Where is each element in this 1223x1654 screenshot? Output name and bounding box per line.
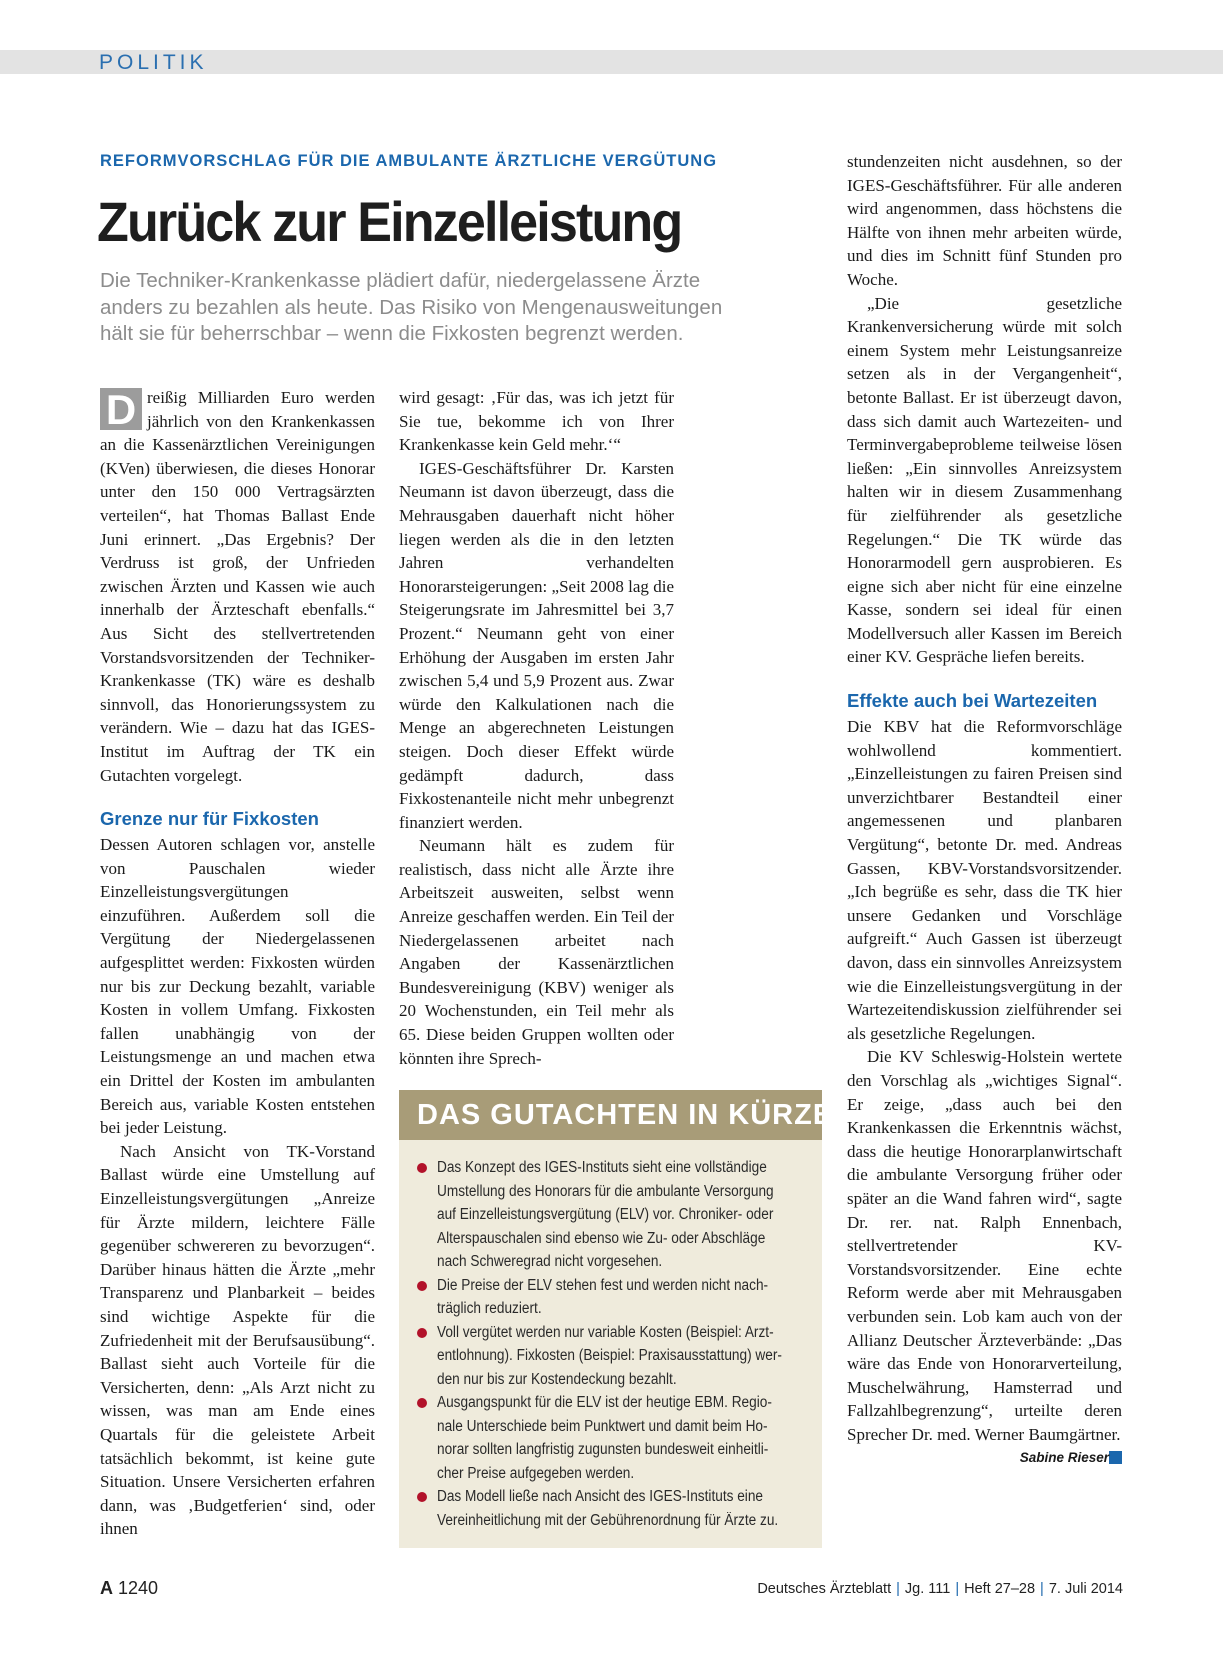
body-paragraph: „Die gesetzliche Krankenversicherung würde mit solch einem System mehr Leistungsanreize setzen als in der Vergangenheit“, betonte Ballast. Er ist überzeugt davon, dass sich damit auch Wartezeiten- und Terminvergabeprobleme teilweise lösen ließen: „Ein sinnvolles Anreizsystem halten wir in diesem Zusammenhang für zielführender als gesetzliche Regelungen.“ Die TK würde das Honorarmodell gern ausprobieren. Es eigne sich aber nicht für eine einzelne Kasse, sondern sei ideal für einen Modellversuch aller Kassen im Bereich einer KV. Gespräche liefen bereits. xyxy=(847,293,1122,667)
publication-name: Deutsches Ärzteblatt xyxy=(757,1581,892,1597)
body-paragraph: IGES-Geschäftsführer Dr. Karsten Neumann ist davon überzeugt, dass die Mehrausgaben dauerhaft nicht höher liegen werden als die in den letzten Jahren verhandelten Honorarsteigerungen: „Seit 2008 lag die Steigerungsrate im Jahresmittel bei 3,7 Prozent.“ Neumann geht von einer Erhöhung der Ausgaben im ersten Jahr zwischen 5,4 und 5,9 Prozent aus. Zwar würde den Kalkulationen nach die Menge an abgerechneten Leistungen steigen. Doch dieser Effekt würde gedämpft dadurch, dass Fixkostenanteile nicht mehr unbegrenzt finanziert werden. xyxy=(399,458,674,832)
summary-line: Umstellung des Honorars für die ambulante Versorgung xyxy=(437,1182,774,1200)
summary-line: träglich reduziert. xyxy=(437,1300,542,1317)
summary-item xyxy=(437,1321,812,1392)
summary-line: Ausgangspunkt für die ELV ist der heutige EBM. Regio- xyxy=(437,1394,772,1411)
summary-line: cher Preise aufgegeben werden. xyxy=(437,1464,635,1482)
body-paragraph: stundenzeiten nicht ausdehnen, so der IGES-Geschäftsführer. Für alle anderen wird angenommen, dass höchstens die Hälfte von ihnen mehr arbeiten würde, und dies im Schnitt fünf Stunden pro Woche. xyxy=(847,152,1122,289)
summary-line: Die Preise der ELV stehen fest und werden nicht nach- xyxy=(437,1276,769,1294)
summary-list xyxy=(399,1140,822,1532)
summary-item xyxy=(437,1485,812,1532)
summary-line: Das Modell ließe nach Ansicht des IGES-Instituts eine xyxy=(437,1488,764,1505)
summary-line: Alterspauschalen sind ebenso wie Zu- oder Abschläge xyxy=(437,1229,766,1247)
summary-line: Das Konzept des IGES-Instituts sieht eine vollständige xyxy=(437,1159,767,1176)
lead-line: hält sie für beherrschbar – wenn die Fixkosten begrenzt werden. xyxy=(100,322,684,345)
text-column-3 xyxy=(847,150,1122,1468)
body-paragraph xyxy=(100,386,375,787)
paragraph-text: reißig Milliarden Euro werden jährlich von den Krankenkassen an die Kassenärztlichen Vereinigungen (KVen) überwiesen, die dieses Honorar unter den 150 000 Vertragsärzten verteilen“, hat Thomas Ballast Ende Juni erinnert. „Das Ergebnis? Der Verdruss ist groß, der Unfrieden zwischen Ärzten und Kassen wie auch innerhalb der Ärzteschaft ebenfalls.“ Aus Sicht des stellvertretenden Vorstandsvorsitzenden der Techniker-Krankenkasse (TK) wäre es deshalb sinnvoll, das Honorierungssystem zu verändern. Wie – dazu hat das IGES-Institut im Auftrag der TK ein Gutachten vorgelegt. xyxy=(100,388,375,785)
body-paragraph: Dessen Autoren schlagen vor, anstelle von Pauschalen wieder Einzelleistungsvergütungen einzuführen. Außerdem soll die Vergütung der Niedergelassenen aufgesplittet werden: Fixkosten würden nur bis zur Deckung bezahlt, variable Kosten in vollem Umfang. Fixkosten fallen unabhängig von der Leistungsmenge an und machen etwa ein Drittel der Kosten im ambulanten Bereich aus, variable Kosten entstehen bei jeder Leistung. xyxy=(100,835,375,1138)
page-prefix: A xyxy=(100,1578,113,1598)
summary-line: nach Schweregrad nicht vorgesehen. xyxy=(437,1253,663,1270)
summary-box-title: DAS GUTACHTEN IN KÜRZE xyxy=(399,1090,822,1140)
publication-footer xyxy=(757,1581,1123,1597)
body-paragraph: Neumann hält es zudem für realistisch, dass nicht alle Ärzte ihre Arbeitszeit ausweiten, selbst wenn Anreize geschaffen werden. Ein Teil der Niedergelassenen arbeitet nach Angaben der Kassenärztlichen Bundesvereinigung (KBV) weniger als 20 Wochenstunden, ein Teil mehr als 65. Diese beiden Gruppen wollten oder könnten ihre Sprech- xyxy=(399,836,674,1068)
article-kicker: REFORMVORSCHLAG FÜR DIE AMBULANTE ÄRZTLICHE VERGÜTUNG xyxy=(100,152,718,170)
bullet-icon xyxy=(417,1163,427,1173)
body-paragraph xyxy=(847,1045,1122,1446)
summary-line: nale Unterschiede beim Punktwert und damit beim Ho- xyxy=(437,1417,768,1435)
text-column-2 xyxy=(399,386,674,1070)
summary-item xyxy=(437,1391,812,1485)
issue: Heft 27–28 xyxy=(964,1581,1036,1597)
drop-cap: D xyxy=(100,388,142,430)
summary-line: auf Einzelleistungsvergütung (ELV) vor. Chroniker- oder xyxy=(437,1206,774,1223)
summary-box xyxy=(399,1090,834,1548)
lead-line: anders zu bezahlen als heute. Das Risiko von Mengenausweitungen xyxy=(100,295,723,319)
bullet-icon xyxy=(417,1492,427,1502)
body-paragraph: wird gesagt: ‚Für das, was ich jetzt für Sie tue, bekomme ich von Ihrer Krankenkasse kein Geld mehr.‘“ xyxy=(399,388,674,455)
volume: Jg. 111 xyxy=(904,1581,951,1597)
body-paragraph: Die KBV hat die Reformvorschläge wohlwollend kommentiert. „Einzelleistungen zu fairen Preisen sind unverzichtbarer Bestandteil einer angemessenen und planbaren Vergütung“, betonte Dr. med. Andreas Gassen, KBV-Vorstandsvorsitzender. „Ich begrüße es sehr, dass die TK hier unsere Gedanken und Vorschläge aufgreift.“ Auch Gassen ist überzeugt davon, dass ein sinnvolles Anreizsystem wie die Einzelleistungsvergütung in der Wartezeitendiskussion zielführender sei als gesetzliche Regelungen. xyxy=(847,717,1122,1043)
text-column-1 xyxy=(100,386,375,1541)
summary-item xyxy=(437,1156,812,1274)
separator: | xyxy=(955,1581,960,1597)
separator: | xyxy=(1040,1581,1044,1597)
section-bar xyxy=(0,50,1223,74)
page-number-value: 1240 xyxy=(118,1578,159,1598)
lead-line: Die Techniker-Krankenkasse plädiert dafür, niedergelassene Ärzte xyxy=(100,269,701,292)
summary-line: entlohnung). Fixkosten (Beispiel: Praxisausstattung) wer- xyxy=(437,1347,782,1364)
end-of-article-icon xyxy=(1109,1451,1122,1464)
body-paragraph: Nach Ansicht von TK-Vorstand Ballast würde eine Umstellung auf Einzelleistungsvergütungen „Anreize für Ärzte mildern, leichtere Fälle gegenüber schwereren zu bevorzugen“. Darüber hinaus hätten die Ärzte „mehr Transparenz und Planbarkeit – beides sind wichtige Aspekte für die Zufriedenheit mit der Berufsausübung“. Ballast sieht auch Vorteile für die Versicherten, denn: „Als Arzt nicht zu wissen, was man am Ende eines Quartals für die geleistete Arbeit tatsächlich bekommt, ist keine gute Situation. Unsere Versicherten erfahren dann, was ‚Budgetferien‘ sind, oder ihnen xyxy=(100,1141,375,1539)
issue-date: 7. Juli 2014 xyxy=(1048,1581,1123,1597)
summary-line: Vereinheitlichung mit der Gebührenordnung für Ärzte zu. xyxy=(437,1511,779,1529)
section-label: POLITIK xyxy=(99,51,208,74)
separator: | xyxy=(896,1581,900,1597)
summary-line: Voll vergütet werden nur variable Kosten (Beispiel: Arzt- xyxy=(437,1323,774,1341)
summary-item xyxy=(437,1274,812,1321)
author-byline: Sabine Rieser xyxy=(1019,1450,1109,1466)
bullet-icon xyxy=(417,1398,427,1408)
article-headline: Zurück zur Einzelleistung xyxy=(97,190,682,253)
page-number xyxy=(100,1578,158,1599)
subheading: Effekte auch bei Wartezeiten xyxy=(847,690,1098,712)
summary-line: den nur bis zur Kostendeckung bezahlt. xyxy=(437,1370,677,1388)
subheading: Grenze nur für Fixkosten xyxy=(100,808,319,830)
paragraph-text: Die KV Schleswig-Holstein wertete den Vorschlag als „wichtiges Signal“. Er zeige, „dass auch bei den Krankenkassen die Erkenntnis wächst, dass die heutige Honorarplanwirtschaft die ambulante Versorgung früher oder später an die Wand fahren wird“, sagte Dr. rer. nat. Ralph Ennenbach, stellvertretender KV-Vorstandsvorsitzender. Eine echte Reform werde aber mit Mehrausgaben verbunden sein. Lob kam auch von der Allianz Deutscher Ärzteverbände: „Das wäre das Ende von Honorarverteilung, Muschelwährung, Hamsterrad und Fallzahlbegrenzung“, urteilte deren Sprecher Dr. med. Werner Baumgärtner. xyxy=(847,1047,1122,1444)
bullet-icon xyxy=(417,1281,427,1291)
summary-line: norar sollten langfristig zugunsten bundesweit einheitli- xyxy=(437,1441,769,1458)
bullet-icon xyxy=(417,1328,427,1338)
article-lead xyxy=(100,268,820,348)
